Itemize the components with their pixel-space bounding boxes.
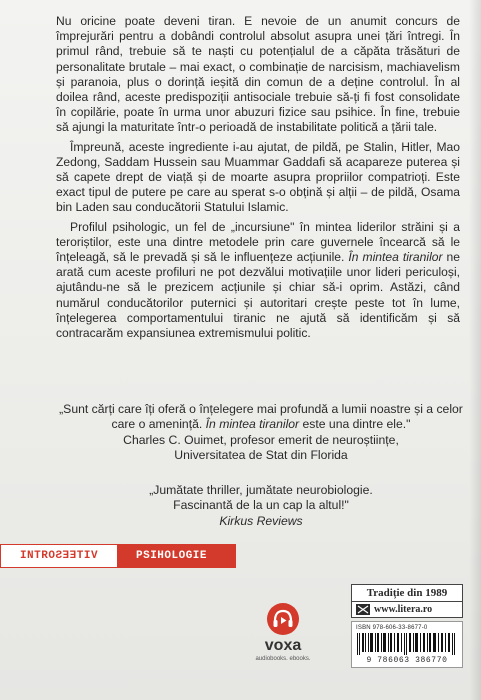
barcode-icon bbox=[356, 633, 458, 655]
litera-info-box bbox=[351, 584, 463, 668]
quote-2-source: Kirkus Reviews bbox=[219, 513, 303, 528]
website-text: www.litera.ro bbox=[374, 604, 433, 615]
description-text bbox=[56, 14, 460, 345]
genre-label: PSIHOLOGIE bbox=[118, 544, 236, 568]
book-title-inline: În mintea tiranilor bbox=[348, 250, 443, 265]
paragraph-3-part-1: Profilul psihologic, un fel de „incursiune" în mintea liderilor străini și a teroriștilor, este una dintre metodele prin care guvernele încearcă să le înțeleagă, să le prevadă și să le influențeze acțiunile. bbox=[56, 219, 460, 265]
paragraph-1: Nu oricine poate deveni tiran. E nevoie de un anumit concurs de împrejurări pentru a dobândi controlul absolut asupra unei țări întregi. În primul rând, trebuie să te naști cu potențialul de a căpăta trăsături de personalitate brutale – mai exact, o combinație de narcisism, machiavelism și paranoia, plus o dorință ieșită din comun de a deține controlul. În al doilea rând, aceste predispoziții antisociale trebuie să-ți fi fost consolidate în copilărie, poate în urma unor abuzuri fizice sau psihice. În fine, trebuie să ajungi la maturitate într-o perioadă de instabilitate politică a țării tale. bbox=[56, 14, 460, 135]
blurb-quote-2 bbox=[56, 483, 466, 529]
publisher-logo bbox=[248, 602, 318, 662]
blurb-quote-1 bbox=[56, 402, 466, 463]
quote-1-affiliation: Universitatea de Stat din Florida bbox=[174, 447, 348, 462]
tradition-label: Tradiție din 1989 bbox=[351, 584, 463, 602]
collection-banner bbox=[0, 544, 236, 568]
paragraph-3 bbox=[56, 220, 460, 342]
litera-logo-icon bbox=[356, 604, 370, 615]
headphones-play-icon bbox=[266, 602, 300, 636]
quote-1-book-title: În mintea tiranilor bbox=[205, 417, 300, 432]
quote-1-text bbox=[56, 402, 466, 433]
paragraph-3-part-2: ne arată cum aceste profiluri ne pot dezvălui motivațiile unor lideri periculoși, ajutându-ne să le prezicem acțiunile și chiar să-i oprim. Astăzi, când numărul conducătorilor puternici și autoritari crește peste tot în lume, înțelegerea comportamentului tiranic ne ajută să identificăm și să contracarăm expansiunea extremismului politic. bbox=[56, 250, 461, 341]
paragraph-2: Împreună, aceste ingrediente i-au ajutat, de pildă, pe Stalin, Hitler, Mao Zedong, Saddam Hussein sau Muammar Gaddafi să acapareze puterea și să capete drept de viață și de moarte asupra propriilor compatrioți. Este exact tipul de putere pe care au sperat s-o obțină și alții – de pildă, Osama bin Laden sau conducătorii Statului Islamic. bbox=[56, 139, 460, 215]
quote-1-part-1: „Sunt cărți care îți oferă o înțelegere mai profundă a lumii noastre și a celor care o amenință. bbox=[59, 402, 463, 432]
website-row bbox=[351, 602, 463, 618]
barcode-number: 9 786063 386770 bbox=[366, 656, 448, 665]
quote-1-author: Charles C. Ouimet, profesor emerit de neuroștiințe, bbox=[123, 432, 399, 447]
isbn-text: ISBN 978-606-33-8677-0 bbox=[356, 625, 428, 631]
quote-1-part-2: este una dintre ele." bbox=[299, 417, 411, 432]
publisher-tagline: audiobooks. ebooks. bbox=[255, 656, 311, 662]
spine-shadow bbox=[469, 0, 481, 700]
quote-2-line-2: Fascinantă de la un cap la altul!" bbox=[173, 498, 349, 513]
quote-2-line-1: „Jumătate thriller, jumătate neurobiologie. bbox=[149, 483, 373, 497]
publisher-name: voxa bbox=[264, 637, 302, 654]
barcode-box bbox=[351, 621, 463, 668]
collection-label: INTROƧƎƎTIV bbox=[0, 544, 118, 568]
